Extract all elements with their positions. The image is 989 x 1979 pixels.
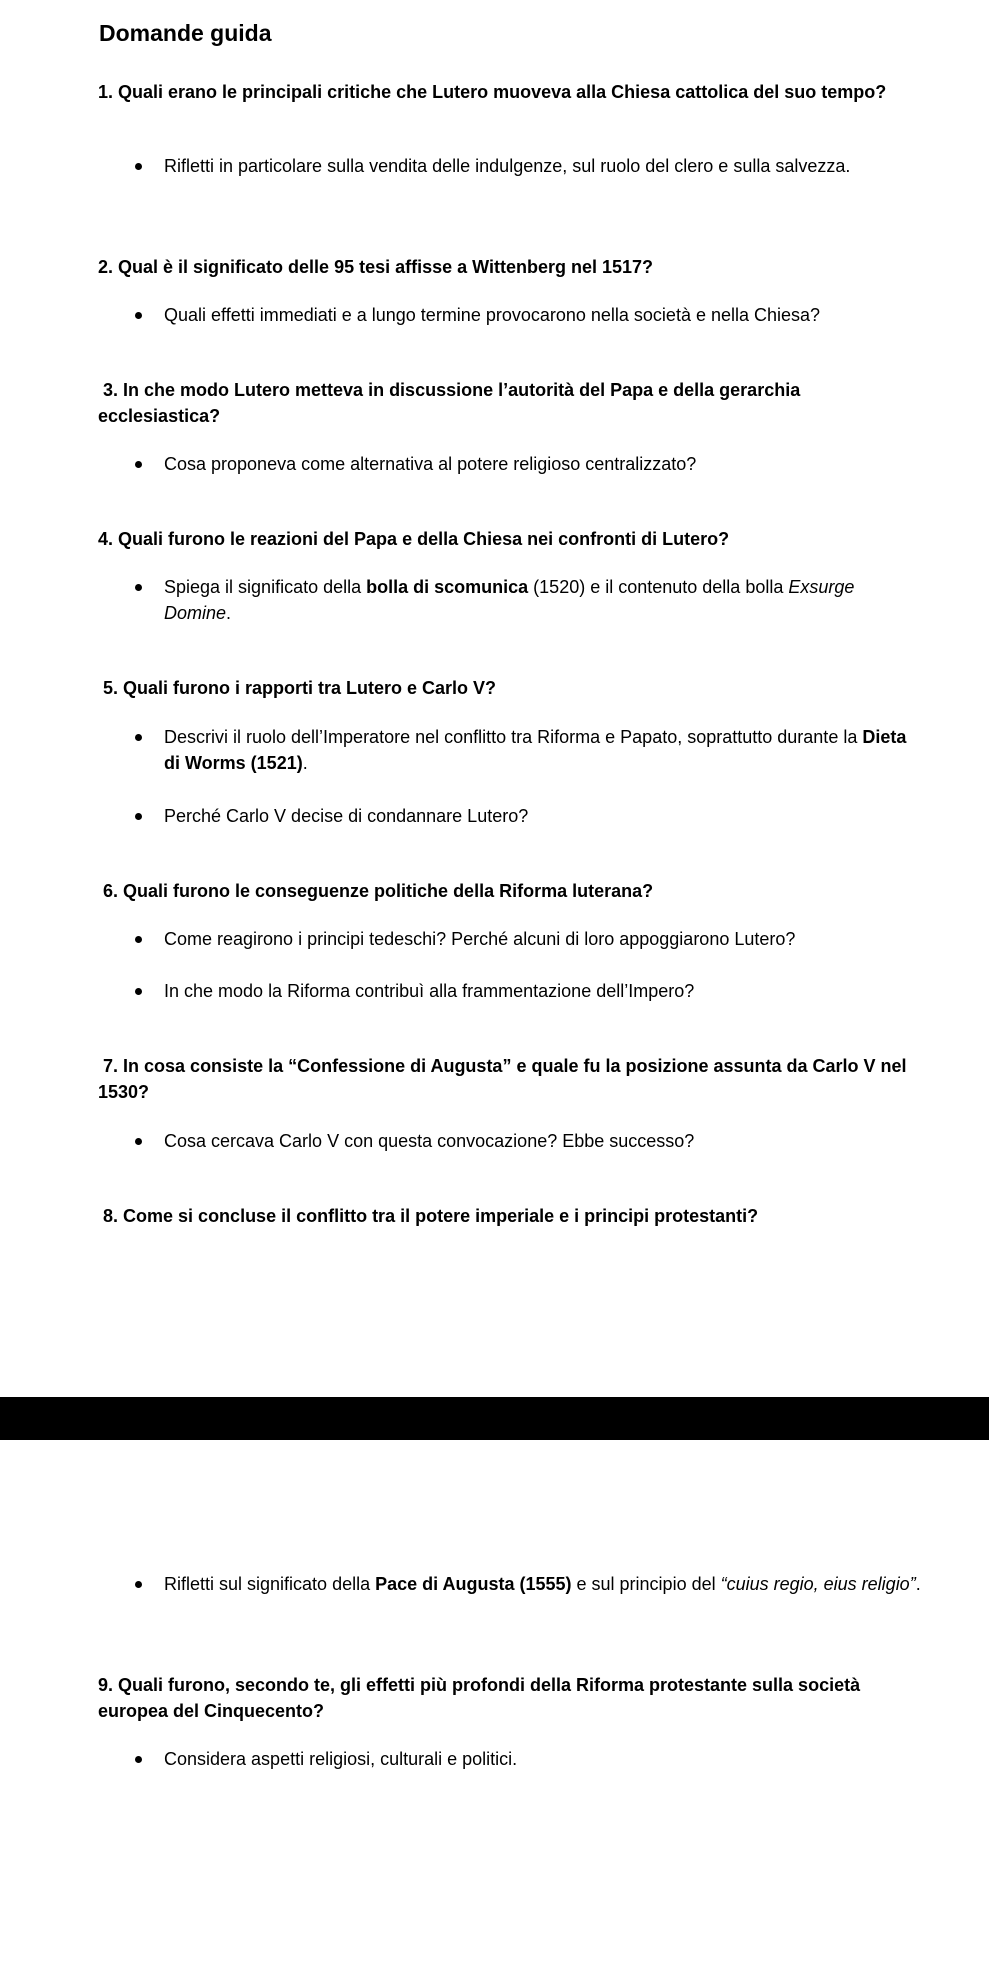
exsurge-domine-term: Exsurge Domine — [164, 577, 855, 623]
bullet-8-1-part-c: e sul principio del — [571, 1574, 721, 1594]
bolla-di-scomunica-term: bolla di scomunica — [366, 577, 529, 597]
question-6: 6. Quali furono le conseguenze politiche della Riforma luterana? — [98, 881, 654, 901]
page-title: Domande guida — [99, 20, 272, 46]
document-page-bottom — [0, 1440, 989, 1979]
dieta-di-worms-term: Dieta di Worms (1521) — [164, 727, 907, 773]
bullet-5-1-part-a: Descrivi il ruolo dell’Imperatore nel conflitto tra Riforma e Papato, soprattutto durante la — [164, 727, 863, 747]
bullet-5-1 — [164, 724, 924, 776]
bullet-4-1 — [164, 574, 924, 626]
bullet-7-1: Cosa cercava Carlo V con questa convocazione? Ebbe successo? — [164, 1128, 924, 1154]
bullet-2-1: Quali effetti immediati e a lungo termine provocarono nella società e nella Chiesa? — [164, 302, 924, 328]
bullet-5-2: Perché Carlo V decise di condannare Lutero? — [164, 803, 924, 829]
bullet-4-1-part-c: (1520) e il contenuto della bolla — [528, 577, 789, 597]
question-3: 3. In che modo Lutero metteva in discussione l’autorità del Papa e della gerarchia ecclesiastica? — [98, 380, 806, 426]
bullet-8-1-part-a: Rifletti sul significato della — [164, 1574, 376, 1594]
bullet-6-2: In che modo la Riforma contribuì alla frammentazione dell’Impero? — [164, 978, 924, 1004]
bullet-8-1-part-e: . — [915, 1574, 921, 1594]
question-1: 1. Quali erano le principali critiche che Lutero muoveva alla Chiesa cattolica del suo tempo? — [98, 82, 887, 102]
page-break-bar — [0, 1397, 989, 1440]
question-7: 7. In cosa consiste la “Confessione di Augusta” e quale fu la posizione assunta da Carlo V nel 1530? — [98, 1056, 912, 1102]
question-2: 2. Qual è il significato delle 95 tesi affisse a Wittenberg nel 1517? — [98, 257, 654, 277]
bullet-4-1-part-e: . — [226, 603, 232, 623]
bullet-5-1-part-c: . — [302, 753, 308, 773]
question-4: 4. Quali furono le reazioni del Papa e della Chiesa nei confronti di Lutero? — [98, 529, 730, 549]
question-5: 5. Quali furono i rapporti tra Lutero e Carlo V? — [98, 678, 497, 698]
bullet-3-1: Cosa proponeva come alternativa al potere religioso centralizzato? — [164, 451, 924, 477]
bullet-6-1: Come reagirono i principi tedeschi? Perché alcuni di loro appoggiarono Lutero? — [164, 926, 924, 952]
bullet-9-1: Considera aspetti religiosi, culturali e politici. — [164, 1746, 924, 1772]
question-9: 9. Quali furono, secondo te, gli effetti più profondi della Riforma protestante sulla società europea del Cinquecento? — [98, 1675, 861, 1721]
pace-di-augusta-term: Pace di Augusta (1555) — [375, 1574, 572, 1594]
cuius-regio-term: “cuius regio, eius religio” — [720, 1574, 916, 1594]
bullet-4-1-part-a: Spiega il significato della — [164, 577, 367, 597]
question-8: 8. Come si concluse il conflitto tra il potere imperiale e i principi protestanti? — [98, 1206, 759, 1226]
bullet-8-1 — [164, 1571, 924, 1597]
bullet-1-1: Rifletti in particolare sulla vendita delle indulgenze, sul ruolo del clero e sulla salvezza. — [164, 153, 924, 179]
